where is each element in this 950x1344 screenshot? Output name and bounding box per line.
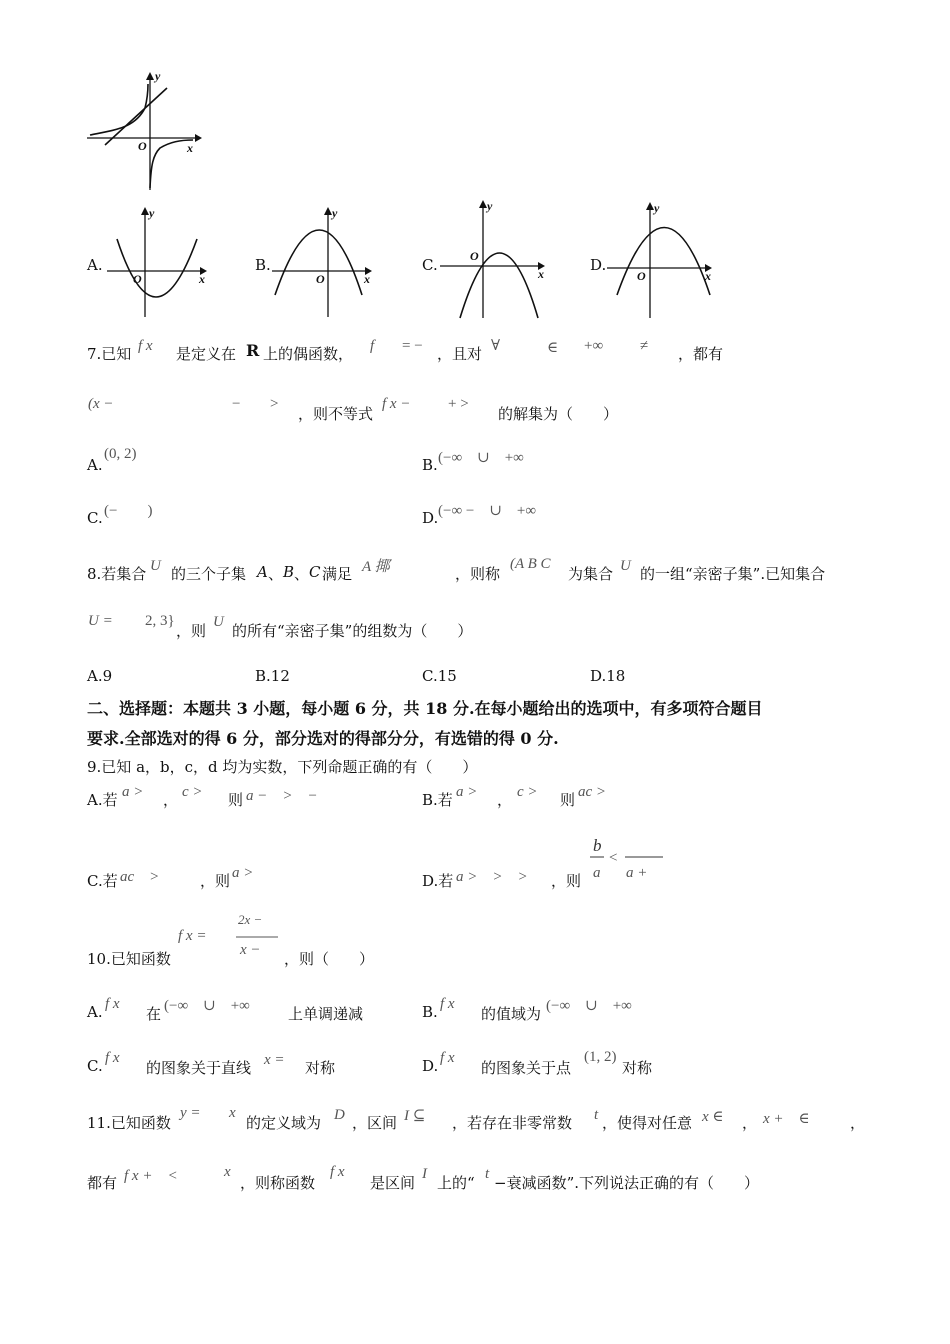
q9-option-d-fraction-bar <box>590 856 610 858</box>
q9-option-c-label[interactable]: C.若 <box>87 872 118 890</box>
q11-math: x <box>229 1105 236 1121</box>
q11-text: ，使得对任意 <box>602 1114 693 1132</box>
q9-option-d-numerator: b <box>593 836 602 855</box>
q7-math: (x − <box>88 396 114 412</box>
q7-math: f x − <box>382 396 411 412</box>
graph-label-d: D. <box>590 256 607 274</box>
q9-option-b-math: ac > <box>578 784 607 800</box>
axis-y-label: y <box>155 69 161 83</box>
q9-option-b-math: c > <box>517 784 538 800</box>
q7-option-c-label[interactable]: C. <box>87 509 103 527</box>
q8-option-d[interactable]: D.18 <box>590 667 626 685</box>
origin-label: O <box>470 249 479 263</box>
q8-set-c: C <box>309 563 321 581</box>
q8-text: ，则 <box>176 622 207 640</box>
q7-math: + > <box>448 396 469 412</box>
q11-text: ，区间 <box>352 1114 398 1132</box>
q8-text: 的一组“亲密子集”.已知集合 <box>640 565 826 583</box>
q8-set-a: A <box>257 563 268 581</box>
axis-x-label: x <box>364 272 370 286</box>
graph-label-c: C. <box>422 256 438 274</box>
q7-math: f x <box>138 338 153 354</box>
q9-option-d-fraction-bar-2 <box>625 856 665 858</box>
q11-math: t <box>594 1107 599 1123</box>
q9-option-a-text: ， <box>163 791 179 809</box>
q7-option-c[interactable]: (− ) <box>104 503 153 519</box>
q9-option-c-math: ac > <box>120 869 160 885</box>
graph-label-a: A. <box>87 256 103 274</box>
q11-math: t <box>485 1166 490 1182</box>
section-2-line-1: 二、选择题：本题共 3 小题，每小题 6 分，共 18 分.在每小题给出的选项中，有多项符合题目 <box>87 699 763 718</box>
q8-option-a[interactable]: A.9 <box>87 667 113 685</box>
q7-math: − <box>232 396 241 412</box>
q10-option-d-text: 的图象关于点 <box>481 1059 572 1077</box>
q9-option-d-lt: < <box>609 850 618 866</box>
q9-option-b-label[interactable]: B.若 <box>422 791 453 809</box>
q11-text: ，若存在非零常数 <box>452 1114 573 1132</box>
q7-math: R <box>246 341 260 360</box>
q10-option-b-text: 的值域为 <box>481 1005 542 1023</box>
q9-option-a-math: a − > − <box>246 788 318 804</box>
q10-numerator: 2x − <box>238 912 263 927</box>
q7-math: = − <box>402 338 423 354</box>
axis-y-label: y <box>487 199 493 213</box>
q9-option-d-text: ，则 <box>551 872 582 890</box>
q11-math: D <box>334 1107 345 1123</box>
q9-option-d-denominator: a <box>593 865 601 881</box>
q9-option-b-text: ， <box>497 791 513 809</box>
q11-text: ，则称函数 <box>240 1174 316 1192</box>
q10-option-b-math: f x <box>440 996 455 1012</box>
graph-label-b: B. <box>255 256 271 274</box>
q11-math: x + ∈ <box>763 1111 810 1127</box>
q11-text: ， <box>742 1114 758 1132</box>
q8-math: U <box>620 558 631 574</box>
q11-text: 是区间 <box>370 1174 416 1192</box>
q7-math: f <box>370 338 375 354</box>
q7-math: +∞ <box>584 338 604 354</box>
q10-option-d-label[interactable]: D. <box>422 1057 439 1075</box>
q10-option-d-text: 对称 <box>622 1059 653 1077</box>
q11-math: x <box>224 1164 231 1180</box>
q11-math: I ⊆ <box>404 1108 426 1124</box>
q10-option-c-text: 的图象关于直线 <box>146 1059 252 1077</box>
graph-option-d <box>605 200 720 320</box>
q11-text: 的定义域为 <box>246 1114 322 1132</box>
axis-x-label: x <box>538 267 544 281</box>
q7-text: 的解集为（ ） <box>498 405 619 423</box>
q8-prefix: 8.若集合 <box>87 565 147 583</box>
q11-text: −衰减函数”.下列说法正确的有（ ） <box>494 1174 760 1192</box>
q7-option-a-label[interactable]: A. <box>87 456 103 474</box>
q7-option-a[interactable]: (0, 2) <box>104 446 137 462</box>
q11-math: f x <box>330 1164 345 1180</box>
q10-option-d-math: f x <box>440 1050 455 1066</box>
q10-denominator: x − <box>240 942 261 958</box>
graph-option-a <box>105 205 215 320</box>
q7-math: ∀ <box>491 338 501 354</box>
q8-option-b[interactable]: B.12 <box>255 667 290 685</box>
q10-option-c-math: x = <box>264 1052 285 1068</box>
graph-option-b <box>270 205 380 320</box>
axis-y-label: y <box>149 206 155 220</box>
q10-option-a-text: 在 <box>146 1005 162 1023</box>
q8-math: U = <box>88 613 113 629</box>
q7-option-b[interactable]: (−∞ ∪ +∞ <box>438 450 524 466</box>
origin-label: O <box>138 139 147 153</box>
q7-option-b-label[interactable]: B. <box>422 456 438 474</box>
q8-sep: 、 <box>268 565 284 583</box>
q9-option-d-label[interactable]: D.若 <box>422 872 454 890</box>
graph-option-c <box>438 198 553 320</box>
q9-option-b-text: 则 <box>560 791 576 809</box>
q7-text: ，都有 <box>678 345 724 363</box>
q10-option-b-math: (−∞ ∪ +∞ <box>546 998 632 1014</box>
q9-option-b-math: a > <box>456 784 478 800</box>
q8-math: U <box>213 614 224 630</box>
q8-text: 为集合 <box>568 565 614 583</box>
q7-option-d[interactable]: (−∞ − ∪ +∞ <box>438 503 537 519</box>
q7-math: ∈ <box>547 340 559 356</box>
q10-option-d-math: (1, 2) <box>584 1049 617 1065</box>
q10-text: ，则（ ） <box>284 950 375 968</box>
origin-label: O <box>316 272 325 286</box>
q9-option-a-label[interactable]: A.若 <box>87 791 118 809</box>
q8-text: 的所有“亲密子集”的组数为（ ） <box>232 622 473 640</box>
q7-text: 是定义在 <box>176 345 237 363</box>
q7-math: > <box>270 396 279 412</box>
q10-option-c-label[interactable]: C. <box>87 1057 103 1075</box>
q11-text: ， <box>850 1114 866 1132</box>
q10-option-c-text: 对称 <box>305 1059 336 1077</box>
q8-text: 的三个子集 <box>171 565 247 583</box>
q7-math: ≠ <box>640 338 649 354</box>
q8-math: (A B C <box>510 556 551 572</box>
q10-option-b-label[interactable]: B. <box>422 1003 438 1021</box>
q9-option-c-math: a > <box>232 865 254 881</box>
q7-text: ，则不等式 <box>298 405 374 423</box>
q7-option-d-label[interactable]: D. <box>422 509 439 527</box>
q10-option-c-math: f x <box>105 1050 120 1066</box>
q9-option-d-denominator-2: a + <box>626 865 648 881</box>
figure-given-graph <box>85 70 205 195</box>
q10-prefix: 10.已知函数 <box>87 950 171 968</box>
q9-option-c-text: ，则 <box>200 872 231 890</box>
origin-label: O <box>637 269 646 283</box>
q8-math: U <box>150 558 161 574</box>
q8-option-c[interactable]: C.15 <box>422 667 457 685</box>
q8-text: 满足 <box>322 565 353 583</box>
origin-label: O <box>133 272 142 286</box>
q11-text: 都有 <box>87 1174 118 1192</box>
section-2-line-2: 要求.全部选对的得 6 分，部分选对的得部分分，有选错的得 0 分. <box>87 729 559 748</box>
q11-math: y = <box>180 1105 201 1121</box>
q9-stem: 9.已知 a，b，c，d 均为实数，下列命题正确的有（ ） <box>87 758 478 776</box>
q10-math: f x = <box>178 928 207 944</box>
q7-prefix: 7.已知 <box>87 345 132 363</box>
q11-text: 上的“ <box>437 1174 475 1192</box>
q8-math: A 揶 <box>362 559 390 575</box>
q11-math: x ∈ <box>702 1109 724 1125</box>
q9-option-a-math: a > <box>122 784 144 800</box>
q10-option-a-label[interactable]: A. <box>87 1003 103 1021</box>
q11-math: I <box>422 1166 427 1182</box>
q11-prefix: 11.已知函数 <box>87 1114 171 1132</box>
q9-option-d-math: a > > > <box>456 869 528 885</box>
axis-y-label: y <box>654 201 660 215</box>
q8-math: 2, 3} <box>145 613 175 629</box>
q10-option-a-math: f x <box>105 996 120 1012</box>
q11-math: f x + < <box>124 1168 178 1184</box>
q8-sep: 、 <box>294 565 310 583</box>
q10-option-a-math: (−∞ ∪ +∞ <box>164 998 250 1014</box>
axis-y-label: y <box>332 206 338 220</box>
q8-text: ，则称 <box>455 565 501 583</box>
axis-x-label: x <box>199 272 205 286</box>
q9-option-a-math: c > <box>182 784 203 800</box>
q10-option-a-text: 上单调递减 <box>288 1005 364 1023</box>
q7-text: ，且对 <box>437 345 483 363</box>
q8-set-b: B <box>283 563 295 581</box>
axis-x-label: x <box>705 269 711 283</box>
axis-x-label: x <box>187 141 193 155</box>
q9-option-a-text: 则 <box>228 791 244 809</box>
q10-fraction-bar <box>236 936 281 938</box>
q7-text: 上的偶函数， <box>263 345 354 363</box>
